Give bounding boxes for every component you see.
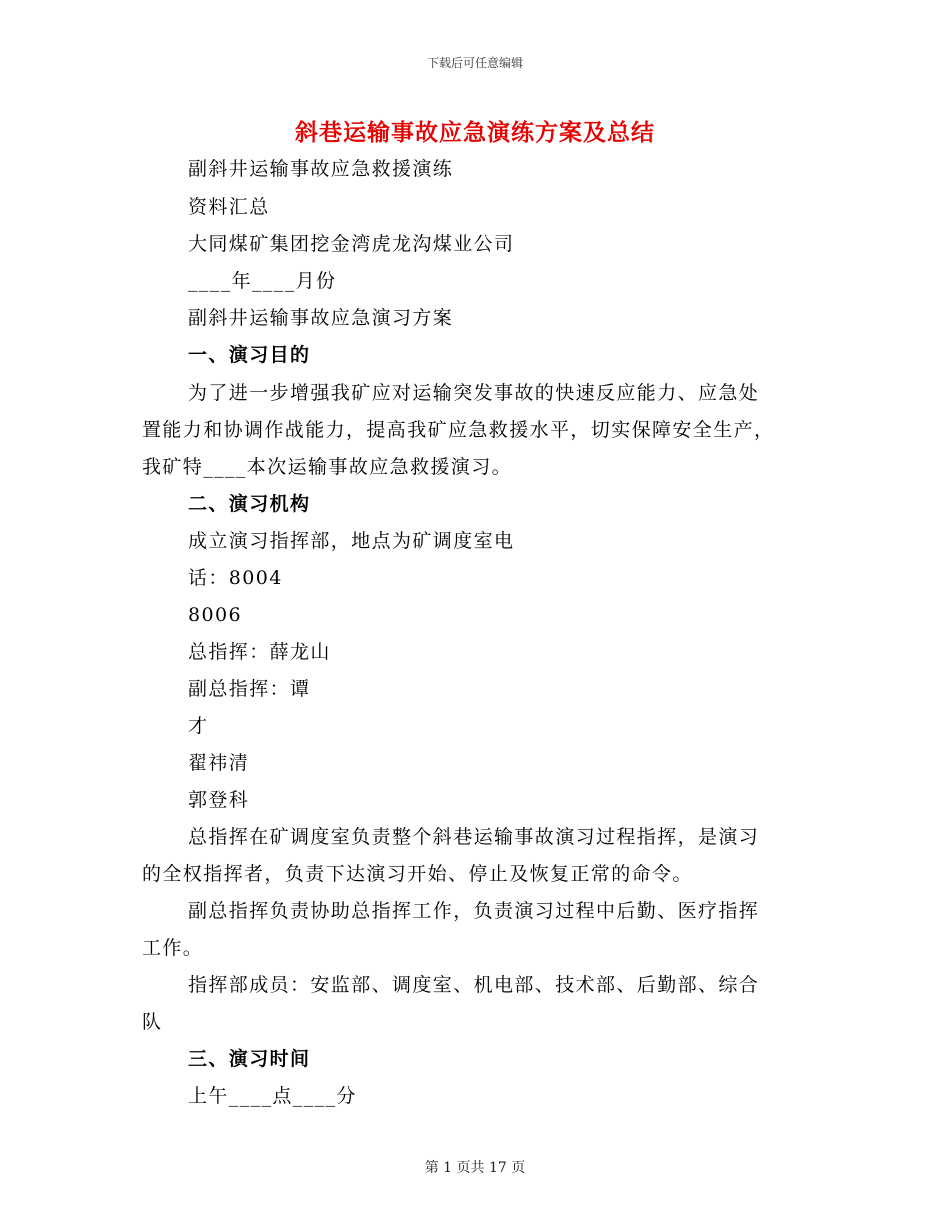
text-line: 8006 [188,604,242,626]
paragraph-line: 我矿特____本次运输事故应急救援演习。 [142,456,513,478]
paragraph-line: 副总指挥负责协助总指挥工作，负责演习过程中后勤、医疗指挥 [188,900,760,922]
text-line: 副总指挥：谭 [188,678,311,700]
page-footer: 第 1 页共 17 页 [424,1160,526,1176]
text-line: 大同煤矿集团挖金湾虎龙沟煤业公司 [188,233,515,255]
text-line: ____年____月份 [188,270,337,292]
text-line: 上午____点____分 [188,1085,357,1107]
paragraph-line: 总指挥在矿调度室负责整个斜巷运输事故演习过程指挥，是演习 [188,826,760,848]
document-title: 斜巷运输事故应急演练方案及总结 [295,119,655,146]
text-line: 翟祎清 [188,752,250,774]
text-line: 资料汇总 [188,196,270,218]
page-header-note: 下载后可任意编辑 [426,56,523,70]
paragraph-line: 为了进一步增强我矿应对运输突发事故的快速反应能力、应急处 [188,382,760,404]
paragraph-line: 工作。 [142,937,204,959]
text-line: 副斜井运输事故应急演习方案 [188,307,454,329]
paragraph-line: 指挥部成员：安监部、调度室、机电部、技术部、后勤部、综合 [188,974,760,996]
text-line: 副斜井运输事故应急救援演练 [188,158,454,180]
section-heading: 二、演习机构 [188,493,311,515]
text-line: 成立演习指挥部，地点为矿调度室电 [188,530,515,552]
paragraph-line: 队 [142,1011,163,1033]
text-line: 总指挥：薛龙山 [188,641,331,663]
text-line: 郭登科 [188,789,250,811]
section-heading: 一、演习目的 [188,344,311,366]
paragraph-line: 的全权指挥者，负责下达演习开始、停止及恢复正常的命令。 [142,863,693,885]
text-line: 才 [188,715,209,737]
paragraph-line: 置能力和协调作战能力，提高我矿应急救援水平，切实保障安全生产， [142,419,775,441]
text-line: 话：8004 [188,567,283,589]
section-heading: 三、演习时间 [188,1048,311,1070]
